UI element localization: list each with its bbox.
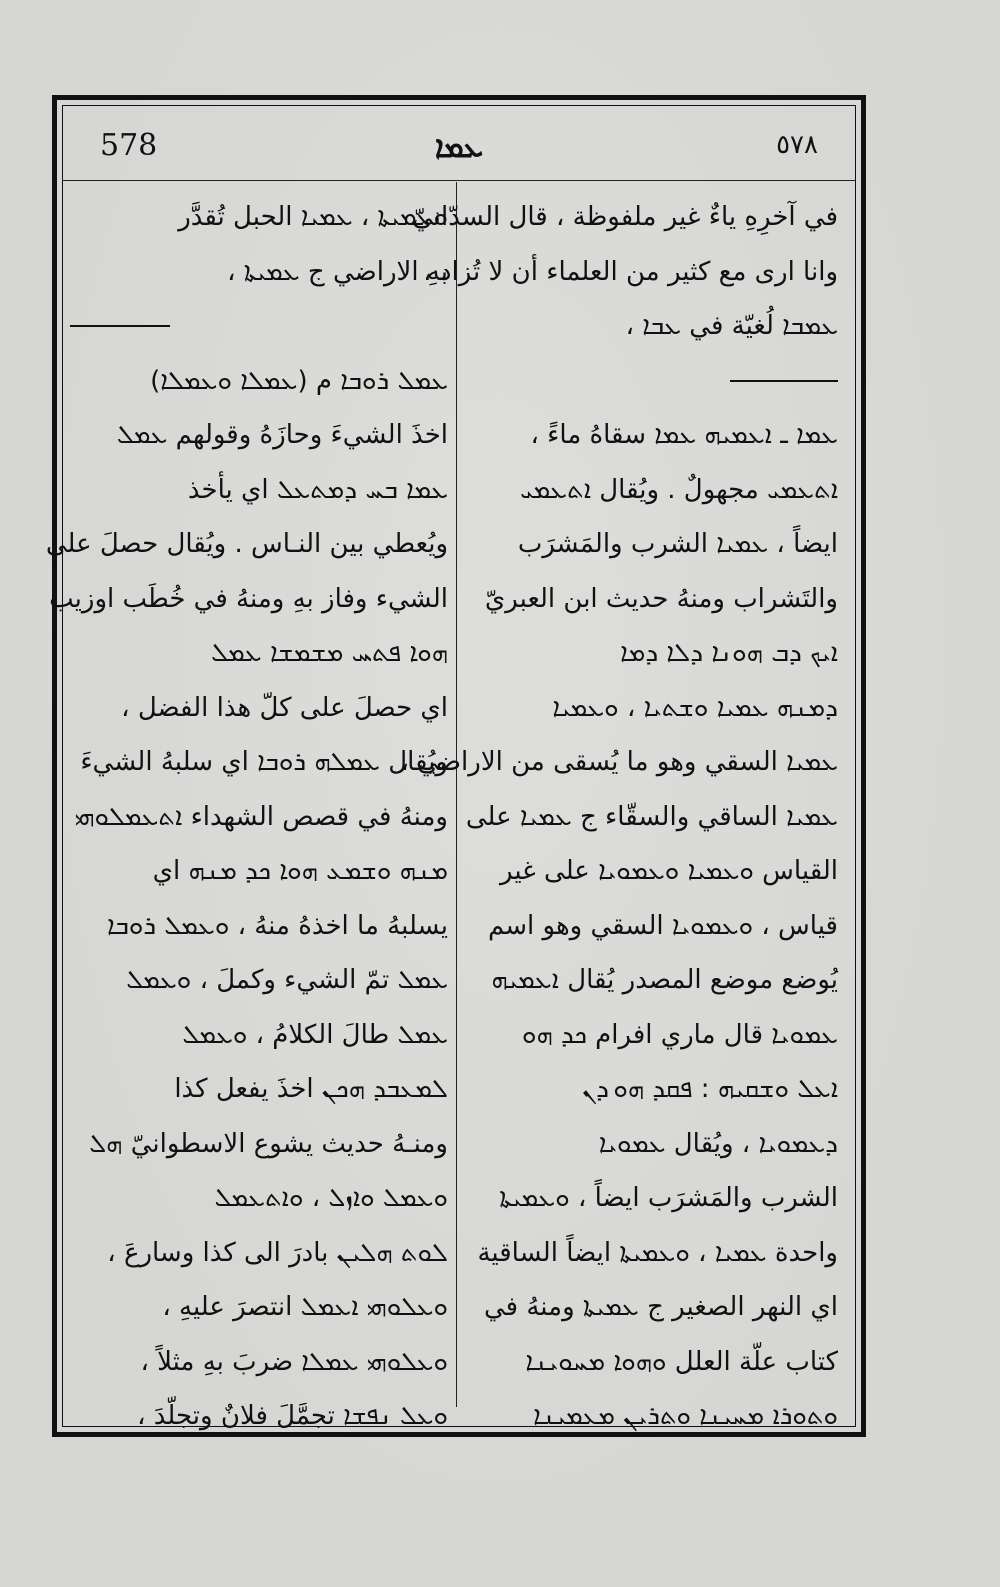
text-line: واحدة ܥܡܝܐ ، ܘܥܡܝܬܐ ايضاً الساقية [477,1237,838,1268]
text-line: والتَشراب ومنهُ حديث ابن العبريّ [484,583,838,614]
text-line: ܥܡܠ ܪܘܒܐ م (ܥܡܠܐ ܘܥܡܠܐ) [150,365,448,396]
text-line: ܘܥܠ ܢܦܫܐ تجمَّلَ فلانٌ وتجلّدَ ، [137,1401,448,1431]
text-line: اي النهر الصغير ج ܥܡܝܬܐ ومنهُ في [484,1292,838,1322]
text-line: ܐܥܠ ܘܫܩܝܗ : ܦܩܕ ܗܘ ܕܢ [581,1074,838,1104]
right-column [400,190,838,1444]
page-number-latin: 578 [100,128,158,163]
text-line: ܡܢܗ ܘܫܡܥ ܗܘܐ ܟܕ ܡܢܗ اي [152,856,448,886]
text-line: ܘܥܠܘܗܝ ܥܡܠܐ ضربَ بهِ مثلاً ، [140,1346,448,1377]
text-line: ومنهُ في قصص الشهداء ܐܬܥܡܠܘܗܝ [74,801,448,832]
column-divider [456,182,457,1407]
text-line: الشيء وفاز بهِ ومنهُ في خُطَب اوزيب [49,583,448,614]
text-line: بهِ الاراضي ج ܥܡܝܬܐ ، [227,256,448,287]
text-line: ܥܡܘܝܐ قال ماري افرام ܟܕ ܗܘ [521,1019,838,1050]
text-line: ܘܬܘܪܐ ܡܚܝܢܐ ܘܬܪܝܢ ܡܥܡܝܢܐ [533,1401,838,1431]
text-line: ايضاً ، ܥܡܝܐ الشرب والمَشرَب [517,529,838,559]
text-line: ܥܡܝܐ السقي وهو ما يُسقى من الاراضي ، [400,747,838,777]
text-line: ܗܘܐ ܦܬܚ ܡܫܡܫܐ ܥܡܠ [211,638,448,668]
text-line: ܥܡܐ ـ ܐܥܡܝܗ ܥܡܐ سقاهُ ماءً ، [530,420,838,450]
text-line: ܥܡܐ ܒܚ ܕܡܬܥܠ اي يأخذ [187,474,448,505]
text-line: اخذَ الشيءَ وحازَهُ وقولهم ܥܡܠ [116,420,448,450]
text-line: ومنـهُ حديث يشوع الاسطوانيّ ܗܠ [89,1128,448,1159]
separator-bar [730,380,838,382]
text-line: الشرب والمَشرَب ايضاً ، ܘܥܡܝܬܐ [499,1183,838,1213]
text-line: ܘܥܡܝܬܐ ، ܥܡܝܐ الحبل تُقدَّر [178,202,448,232]
text-line: ܠܘܬ ܗܠܝܢ بادرَ الى كذا وسارعَ ، [107,1237,448,1268]
text-line: ويُعطي بين النـاس . ويُقال حصلَ على [45,529,448,559]
text-line: ܥܡܠ تمّ الشيء وكملَ ، ܘܥܡܠ [126,965,448,995]
page-header [62,118,856,178]
text-line: ܐܬܥܡܝ مجهولٌ . ويُقال ܐܬܥܡܝ [520,474,838,505]
text-line: ܐܝܟ ܕܒ ܗܘܢܐ ܕܠܐ ܕܡܐ [620,638,838,668]
text-line: في آخرِهِ ياءٌ غير ملفوظة ، قال السدّانيّ [412,202,838,232]
text-line: يسلبهُ ما اخذهُ منهُ ، ܘܥܡܠ ܪܘܒܐ [107,910,448,941]
separator-bar [70,325,170,327]
left-column [45,190,448,1444]
text-line: ܘܥܡܠ ܘܐܙܠ ، ܘܐܬܥܡܠ [214,1183,448,1213]
text-line: يُوضع موضع المصدر يُقال ܐܥܡܝܗ [491,965,838,995]
section-separator-rule [70,299,448,354]
text-line: ܠܡܥܒܕ ܗܟܢ اخذَ يفعل كذا [174,1074,448,1104]
text-line: القياس ܘܥܡܝܐ ܘܥܡܘܝܐ على غير [499,856,838,886]
text-line: قياس ، ܘܥܡܘܝܐ السقي وهو اسم [487,910,838,941]
text-line: ܥܡܒܐ لُغيّة في ܥܒܐ ، [625,311,838,341]
text-line: ويُقال ܥܡܠܗ ܪܘܒܐ اي سلبهُ الشيءَ [80,747,448,777]
text-line: وانا ارى مع كثير من العلماء أن لا تُزاد ، [423,256,838,287]
text-line: ܥܡܝܐ الساقي والسقّاء ج ܥܡܝܐ على [465,801,838,832]
text-line: ܥܡܠ طالَ الكلامُ ، ܘܥܡܠ [182,1019,448,1050]
text-line: ܘܥܠܘܗܝ ܐܥܡܠ انتصرَ عليهِ ، [162,1292,448,1322]
page-number-arabic: ٥٧٨ [776,130,818,160]
running-head-word: ܥܡܐ [434,130,484,165]
text-line: ܕܥܡܘܝܐ ، ويُقال ܥܡܘܝܐ [598,1128,838,1159]
text-line: اي حصلَ على كلّ هذا الفضل ، [121,692,448,723]
text-line: ܕܡܢܗ ܥܡܝܐ ܘܫܬܝܐ ، ܘܥܡܝܐ [552,692,838,723]
text-line: كتاب علّة العلل ܘܗܘܐ ܡܚܘܝܢܐ [525,1346,838,1377]
header-rule [62,180,856,181]
section-separator-rule [466,354,838,409]
